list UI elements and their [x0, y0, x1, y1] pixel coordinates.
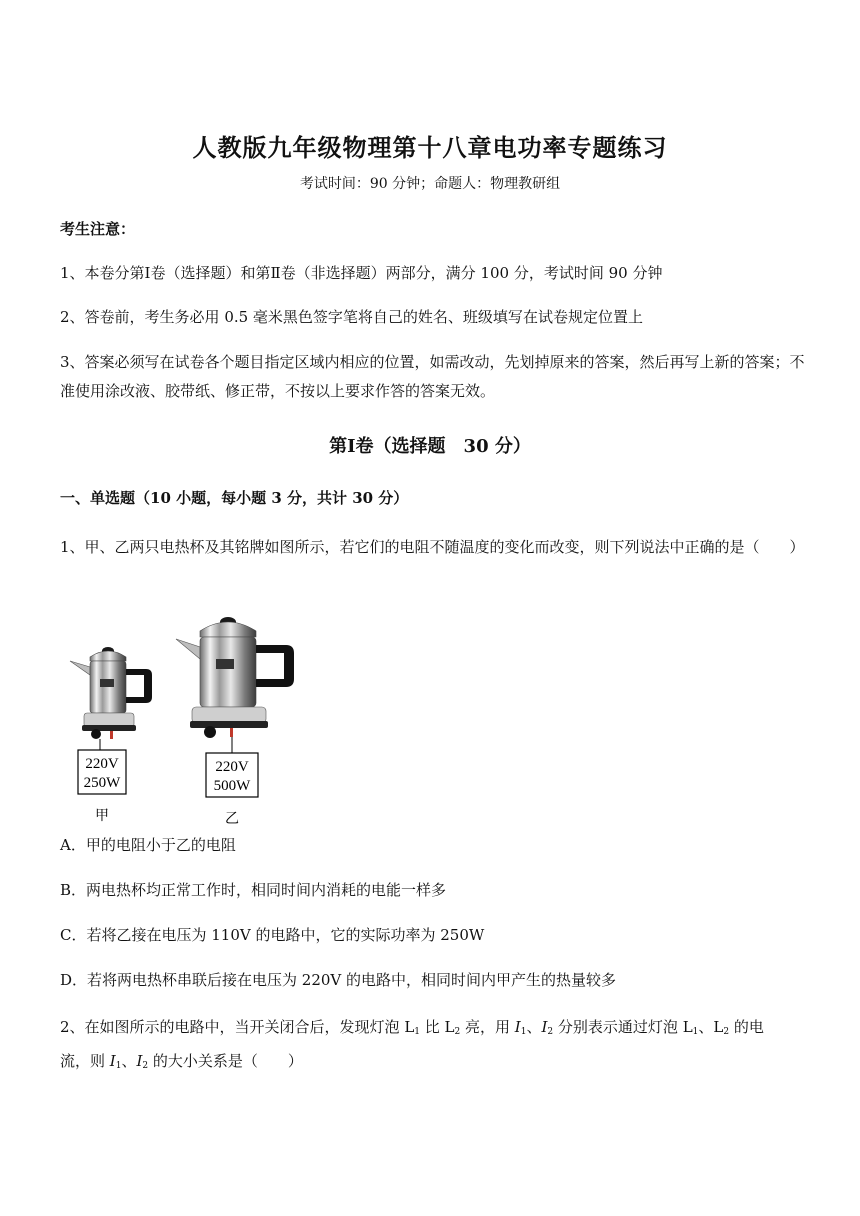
kettles-illustration: [60, 605, 310, 835]
notice-heading: 考生注意：: [60, 220, 136, 238]
exam-subtitle: 考试时间：90 分钟；命题人：物理教研组: [299, 176, 561, 192]
label-yi: 乙: [225, 811, 239, 827]
section-title: 第Ⅰ卷（选择题 30 分）: [329, 436, 531, 457]
rating-yi-voltage: 220V: [215, 759, 249, 775]
question-1-stem: 1、甲、乙两只电热杯及其铭牌如图所示，若它们的电阻不随温度的变化而改变，则下列说法中正确的是（ ）: [60, 538, 805, 556]
question-1-option-d: D．若将两电热杯串联后接在电压为 220V 的电路中，相同时间内甲产生的热量较多: [60, 971, 617, 989]
rating-yi-power: 500W: [213, 778, 251, 794]
rating-plate-yi: [206, 737, 258, 797]
exam-title: 人教版九年级物理第十八章电功率专题练习: [192, 133, 668, 162]
question-1-option-b: B．两电热杯均正常工作时，相同时间内消耗的电能一样多: [60, 881, 447, 899]
rating-plate-jia: [78, 739, 126, 794]
question-2-stem: 2、在如图所示的电路中，当开关闭合后，发现灯泡 $L_1$ 比 $L_2$ 亮，用 $I_1$、$I_2$ 分别表示通过灯泡 $L_1$、$L_2$ 的电 流，则 $I_1$、$I_2$ 的大小关系是（ ）: [60, 1018, 764, 1071]
notice-item-3: 3、答案必须写在试卷各个题目指定区域内相应的位置，如需改动，先划掉原来的答案，然后再写上新的答案；不准使用涂改液、胶带纸、修正带，不按以上要求作答的答案无效。: [60, 353, 805, 400]
kettle-figure: [60, 605, 310, 835]
label-jia: 甲: [95, 808, 109, 824]
question-1-option-a: A．甲的电阻小于乙的电阻: [60, 836, 236, 854]
notice-item-2: 2、答卷前，考生务必用 0.5 毫米黑色签字笔将自己的姓名、班级填写在试卷规定位置上: [60, 308, 643, 326]
question-1-option-c: C．若将乙接在电压为 110V 的电路中，它的实际功率为 250W: [60, 926, 485, 944]
part-heading: 一、单选题（10 小题，每小题 3 分，共计 30 分）: [60, 489, 409, 507]
kettle-jia: [70, 647, 152, 739]
rating-jia-voltage: 220V: [85, 756, 119, 772]
notice-item-1: 1、本卷分第Ⅰ卷（选择题）和第Ⅱ卷（非选择题）两部分，满分 100 分，考试时间 90 分钟: [60, 264, 663, 282]
kettle-yi: [176, 617, 294, 738]
rating-jia-power: 250W: [83, 775, 121, 791]
